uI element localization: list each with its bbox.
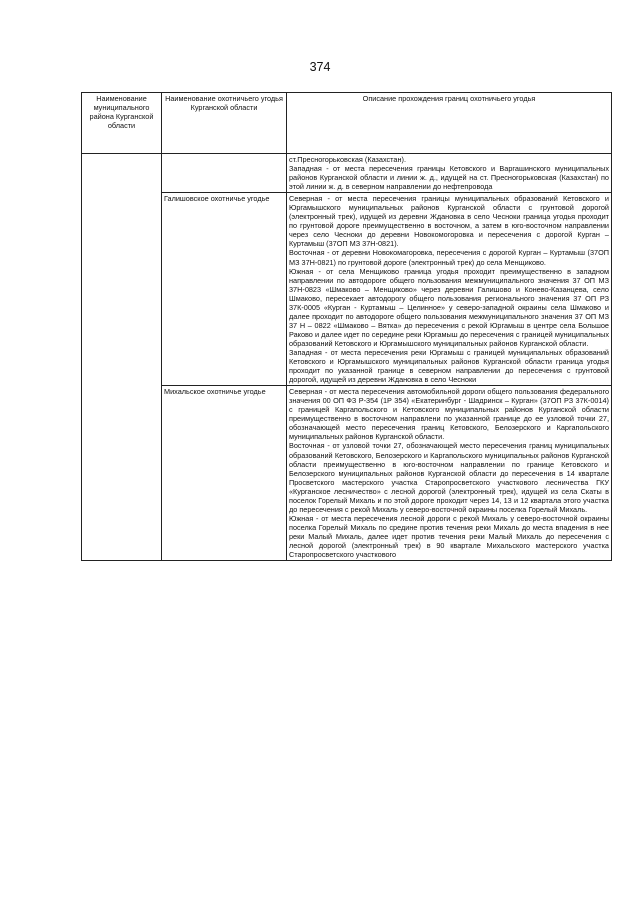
description-paragraph: Южная - от места пересечения лесной дороги с рекой Михаль у северо-восточной окраины поселка Горелый Михаль по средине против течения реки Михаль до места впадения в нее реки Малый Михаль, далее идет против течения реки Малый Михаль до пересечения с лесной дорогой (электронный трек) в 90 квартале Михальского мастерского участка Старопросветского участкового [289,513,609,560]
header-hunting-ground: Наименование охотничьего угодья Курганской области [162,93,287,154]
boundary-description [287,386,612,561]
header-district: Наименование муниципального района Курганской области [82,93,162,154]
description-paragraph: Западная - от места пересечения границы Кетовского и Варгашинского муниципальных районов Курганской области и линии ж. д., идущей на ст. Пресногорьковская (Казахстан) по этой линии ж. д. в северном направлении до нефтепровода [289,164,609,192]
district-cell [82,154,162,561]
table-row [82,386,612,561]
boundary-description [287,193,612,386]
header-description: Описание прохождения границ охотничьего угодья [287,93,612,154]
page-number: 374 [309,60,331,74]
table-row [82,193,612,386]
description-paragraph: Восточная - от узловой точки 27, обозначающей место пересечения границ муниципальных образований Кетовского, Белозерского и Каргапольского муниципальных районов Курганской области преимущественно в юго-восточном направлении по границе Кетовского и Белозерского муниципальных районов Курганской области до пересечения в 14 квартале Просветского мастерского участка Старопросветского участкового лесничества ГКУ «Курганское лесничество» с лесной дорогой (электронный трек), идущей из села Скаты в поселок Горелый Михаль и по этой дороге проходит через 14, 13 и 12 квартала этого участка до пересечения с рекой Михаль у северо-восточной окраины поселка Горелый Михаль. [289,441,609,514]
hunting-ground-name: Галишовское охотничье угодье [162,193,287,386]
description-paragraph: Восточная - от деревни Новокомагоровка, пересечения с дорогой Курган – Куртамыш (37ОП МЗ 37Н-0821) по грунтовой дороге (электронный трек) до села Менщиково. [289,248,609,267]
description-paragraph: Южная - от села Менщиково граница угодья проходит преимущественно в западном направлении по автодороге общего пользования межмуниципального значения 37 ОП МЗ 37Н-0823 «Шмаково – Менщиково» через деревни Галишово и Конево-Казанцева, село Шмаково, пересекает автодорогу общего пользования регионального значения 37 ОП РЗ 37К-0005 «Курган - Куртамыш – Целинное» у северо-западной окраины села Шмаково и далее проходит по автодороге общего пользования межмуниципального значения 37 ОП МЗ 37 Н – 0822 «Шмаково – Вятка» до пересечения с рекой Юргамыш в центре села Большое Раково и далее идет по середине реки Юргамыш до пересечения с границей муниципальных образований Кетовского и Юргамышского муниципальных районов Курганской области. [289,266,609,348]
hunting-ground-name: Михальское охотничье угодье [162,386,287,561]
description-paragraph: Северная - от места пересечения автомобильной дороги общего пользования федерального значения 00 ОП ФЗ Р-354 (1Р 354) «Екатеринбург - Шадринск – Курган» (37ОП РЗ 37К-0014) с границей Каргапольского и Кетовского муниципальных районов Курганской области преимущественно в восточном направлени по указанной границе до ее узловой точки 27, обозначающей место пересечения границ Кетовского, Белозерского и Каргапольского муниципальных районов Курганской области. [289,387,609,442]
boundaries-table [81,92,612,561]
description-paragraph: Западная - от места пересечения реки Юргамыш с границей муниципальных образований Кетовского и Юргамышского муниципальных районов Курганской области граница угодья проходит по указанной границе в северном направлении до пересечения с грунтовой дорогой, идущей из деревни Ждановка в село Чесноки [289,347,609,385]
table-header-row [82,93,612,154]
table-row [82,154,612,193]
boundary-description [287,154,612,193]
description-paragraph: Северная - от места пересечения границы муниципальных образований Кетовского и Юргамышского муниципальных районов Курганской области с грунтовой дорогой (электронный трек), идущей из деревни Ждановка в село Чесноки граница угодья проходит по грунтовой дороге преимущественно в восточном, а затем в юго-восточном направлении через село Чесноки до деревни Новокомогоровка и пересечения с дорогой Курган – Куртамыш (37ОП МЗ 37Н-0821). [289,194,609,249]
description-paragraph: ст.Пресногорьковская (Казахстан). [289,155,406,164]
hunting-ground-name [162,154,287,193]
